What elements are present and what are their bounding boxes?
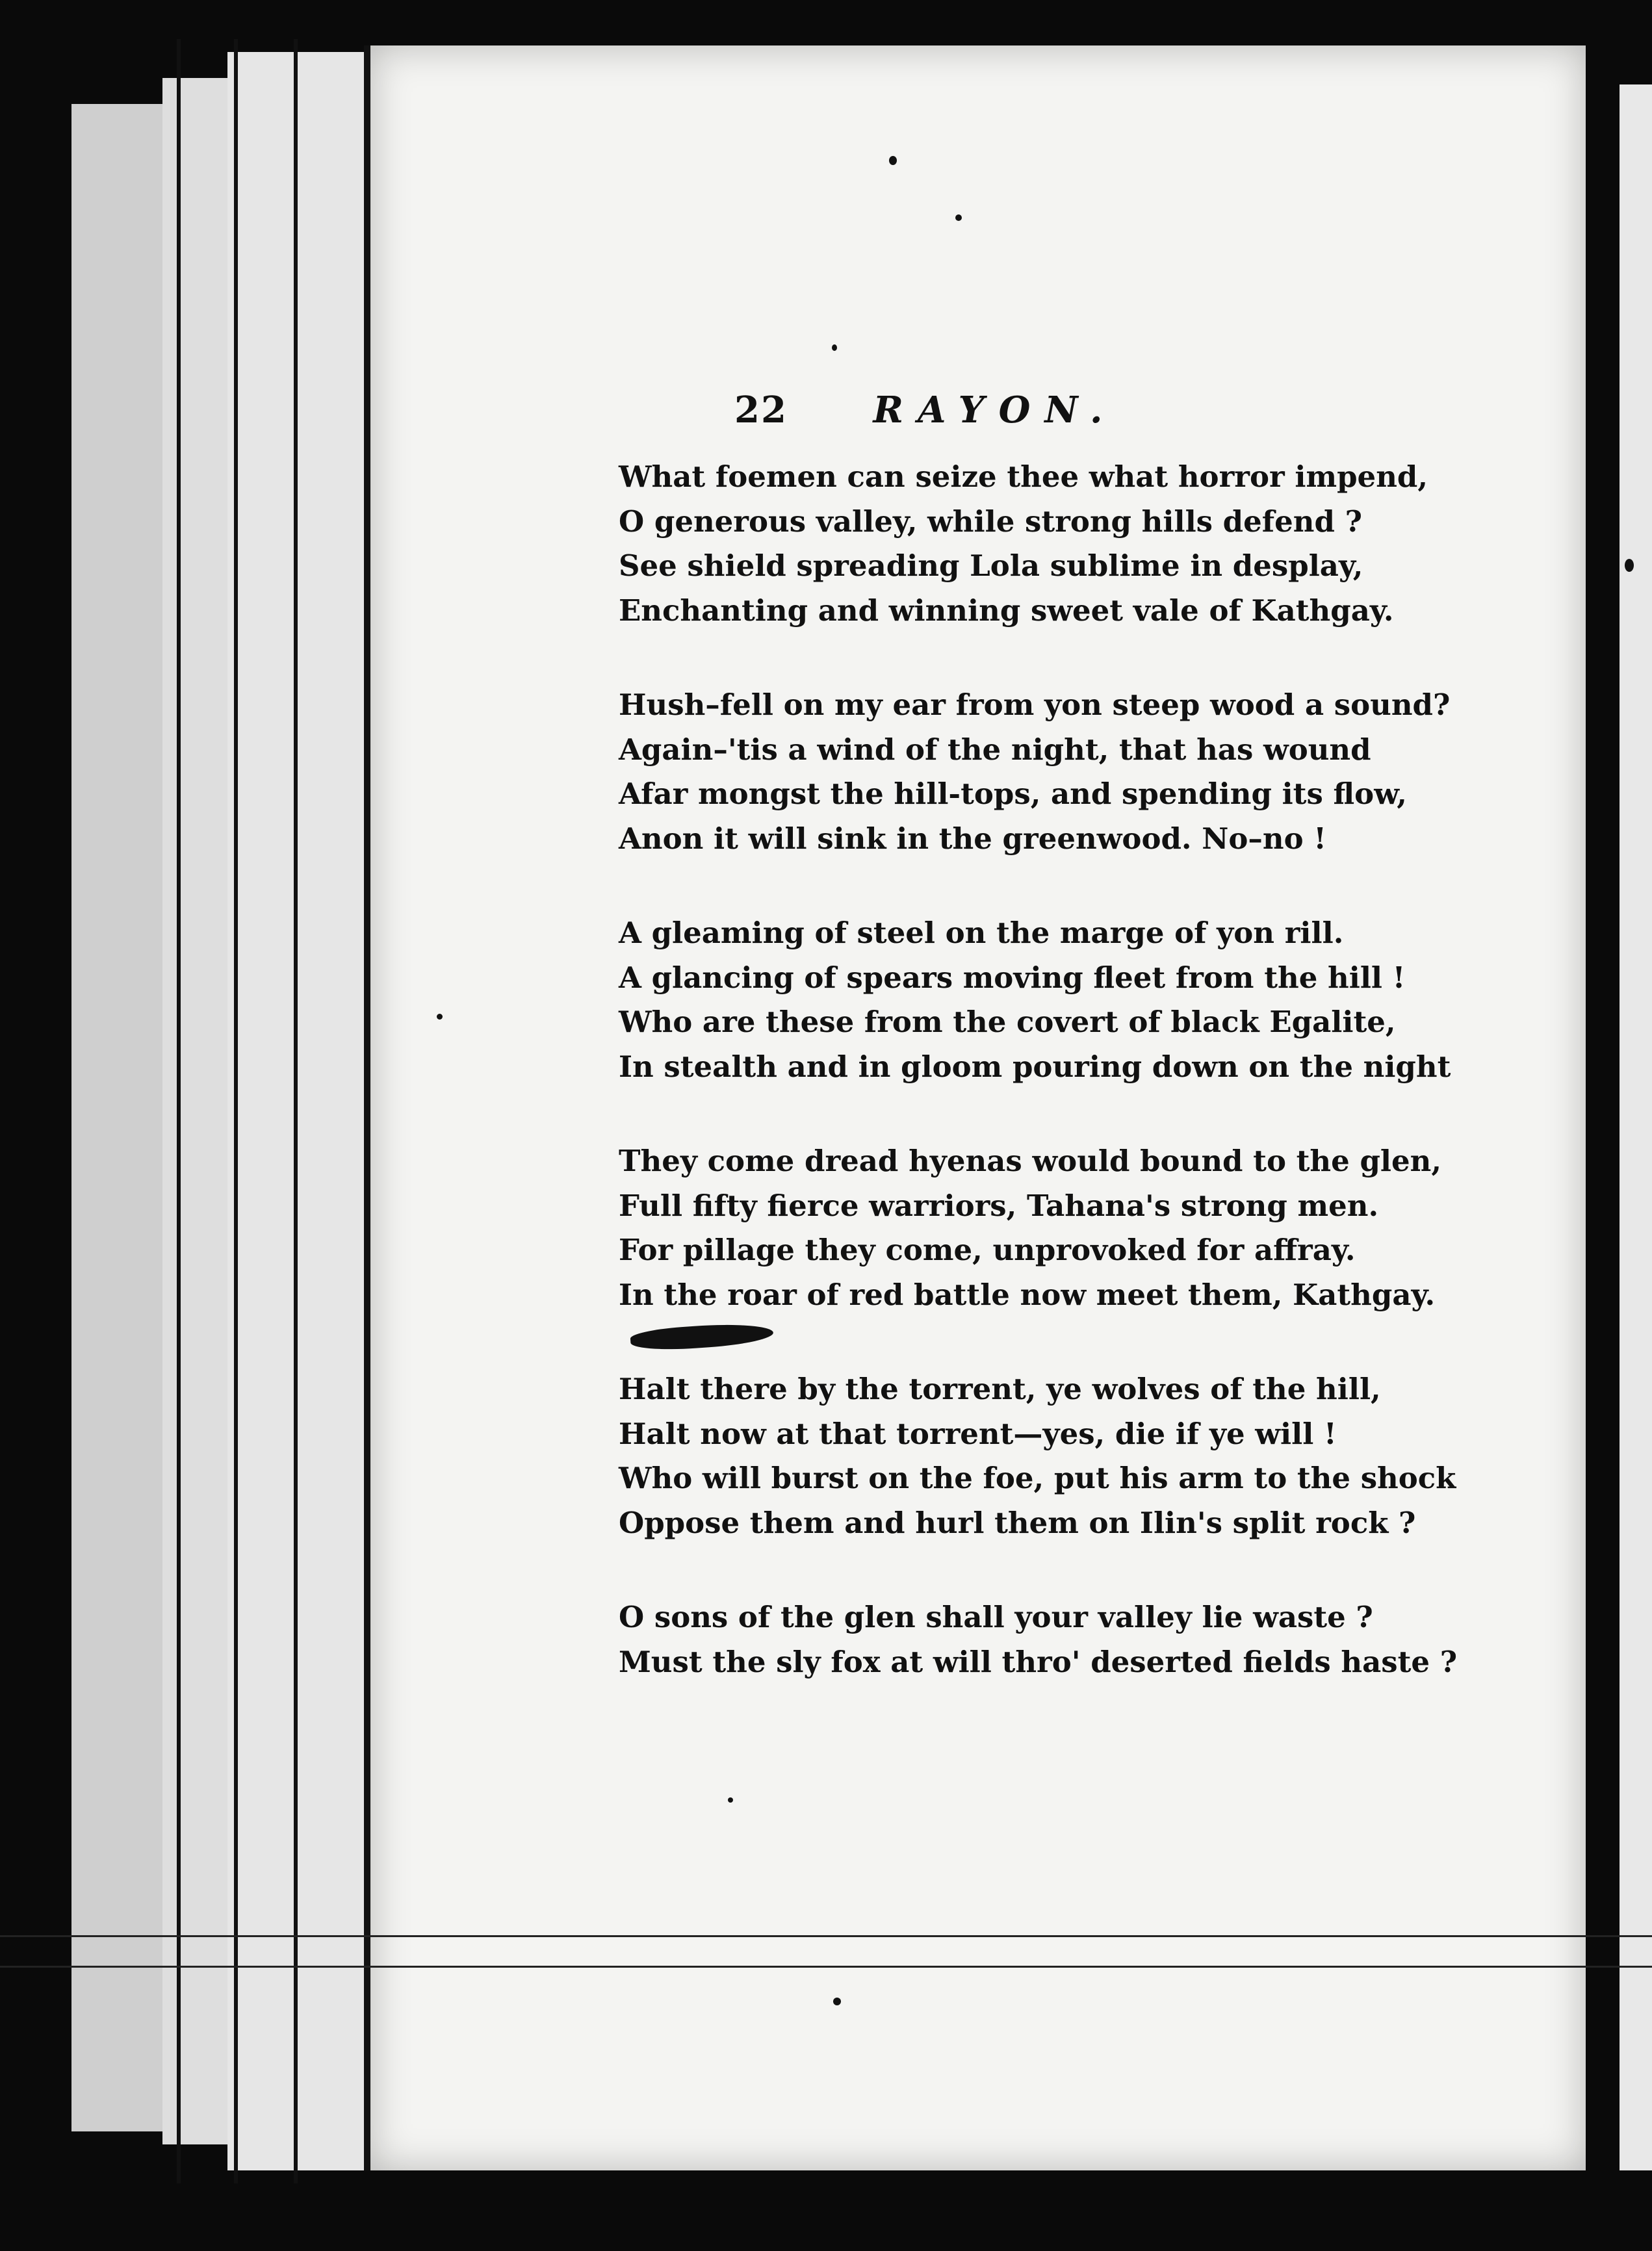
ink-speck — [437, 1014, 443, 1020]
page-edge-line — [234, 39, 238, 2183]
stanza — [619, 1367, 1456, 1545]
verse-line: Halt there by the torrent, ye wolves of the hill, — [619, 1372, 1381, 1406]
verse-line: What foemen can seize thee what horror impend, — [619, 459, 1428, 494]
verse-line: Again–'tis a wind of the night, that has wound — [619, 732, 1371, 767]
scan-line — [0, 1935, 1652, 1937]
page-edge — [227, 52, 370, 2170]
verse-line: Afar mongst the hill-tops, and spending its flow, — [619, 777, 1407, 811]
page-number: 22 — [734, 389, 788, 431]
ink-speck — [955, 214, 962, 221]
verse-line: A glancing of spears moving fleet from the hill ! — [619, 960, 1406, 995]
verse-line: They come dread hyenas would bound to the glen, — [619, 1144, 1442, 1178]
page-edge-line — [177, 39, 181, 2183]
verse-line: Halt now at that torrent—yes, die if ye will ! — [619, 1416, 1337, 1451]
running-header — [734, 389, 1117, 431]
stanza — [619, 683, 1451, 861]
stanza — [619, 1139, 1451, 1317]
verse-line: For pillage they come, unprovoked for affray. — [619, 1233, 1356, 1267]
verse-line: O sons of the glen shall your valley lie waste ? — [619, 1600, 1373, 1634]
ink-speck — [728, 1797, 733, 1803]
verse-line: O generous valley, while strong hills defend ? — [619, 504, 1362, 539]
verse-line: In the roar of red battle now meet them, Kathgay. — [619, 1277, 1436, 1312]
ink-speck — [889, 156, 897, 165]
page-edge-line — [294, 39, 298, 2183]
stanza — [619, 455, 1451, 633]
stanza — [619, 1595, 1458, 1684]
verse-line: A gleaming of steel on the marge of yon rill. — [619, 916, 1344, 950]
poem-body — [619, 455, 1458, 1734]
verse-line: Who will burst on the foe, put his arm to the shock — [619, 1461, 1456, 1495]
running-title: RAYON. — [873, 389, 1117, 431]
verse-line: See shield spreading Lola sublime in desplay, — [619, 548, 1363, 583]
stanza — [619, 911, 1451, 1089]
adjacent-page-edge — [1620, 84, 1652, 2170]
verse-line: Anon it will sink in the greenwood. No–no ! — [619, 821, 1327, 856]
ink-speck — [832, 344, 837, 351]
verse-line: In stealth and in gloom pouring down on the night — [619, 1049, 1451, 1084]
verse-line: Hush–fell on my ear from yon steep wood a sound? — [619, 688, 1451, 722]
verse-line: Full fifty fierce warriors, Tahana's strong men. — [619, 1188, 1379, 1223]
verse-line: Must the sly fox at will thro' deserted fields haste ? — [619, 1644, 1458, 1679]
ink-speck — [1625, 559, 1634, 572]
verse-line: Enchanting and winning sweet vale of Kathgay. — [619, 593, 1394, 628]
verse-line: Oppose them and hurl them on Ilin's split rock ? — [619, 1505, 1416, 1540]
verse-line: Who are these from the covert of black Egalite, — [619, 1005, 1396, 1039]
scan-line — [0, 1966, 1652, 1968]
ink-speck — [833, 1998, 841, 2005]
